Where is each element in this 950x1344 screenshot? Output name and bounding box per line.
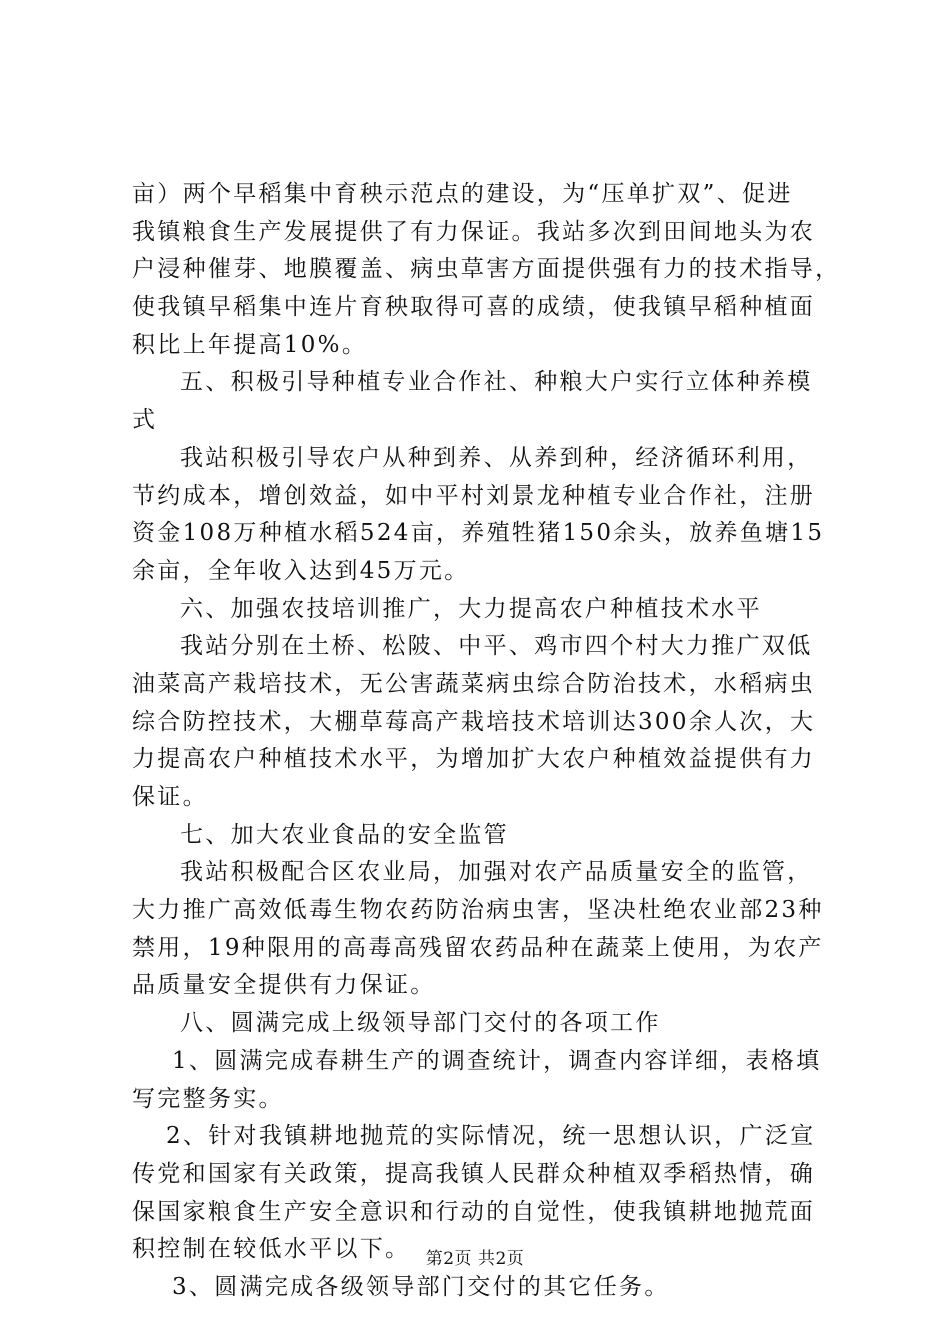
text-line: 资金108万种植水稻524亩，养殖牲猪150余头，放养鱼塘15 [132, 520, 825, 547]
text-line: 油菜高产栽培技术，无公害蔬菜病虫综合防治技术，水稻病虫 [132, 670, 816, 697]
text-line: 禁用，19种限用的高毒高残留农药品种在蔬菜上使用，为农产 [132, 934, 824, 961]
text-line: 综合防控技术，大棚草莓高产栽培技术培训达300余人次，大 [132, 708, 816, 735]
list-item-1: 1、圆满完成春耕生产的调查统计，调查内容详细，表格填 [172, 1047, 822, 1074]
list-item-2: 2、针对我镇耕地抛荒的实际情况，统一思想认识，广泛宣 [166, 1123, 816, 1150]
text-line: 品质量安全提供有力保证。 [132, 972, 436, 999]
section-heading-7: 七、加大农业食品的安全监管 [180, 821, 509, 848]
text-line: 使我镇早稻集中连片育秧取得可喜的成绩，使我镇早稻种植面 [132, 294, 816, 321]
text-line: 保证。 [132, 784, 208, 810]
page-number-footer: 第2页 共2页 [425, 1249, 525, 1269]
text-line: 积比上年提高10%。 [132, 331, 368, 358]
text-line: 写完整务实。 [132, 1085, 284, 1112]
text-line: 我镇粮食生产发展提供了有力保证。我站多次到田间地头为农 [132, 218, 816, 245]
text-line: 亩）两个早稻集中育秧示范点的建设，为“压单扩双”、促进 [132, 181, 793, 207]
document-body [132, 176, 841, 1307]
text-line: 式 [132, 407, 158, 434]
text-line: 力提高农户种植技术水平，为增加扩大农户种植效益提供有力 [132, 746, 816, 773]
paragraph-start: 我站分别在土桥、松陂、中平、鸡市四个村大力推广双低 [180, 633, 813, 660]
text-line: 节约成本，增创效益，如中平村刘景龙种植专业合作社，注册 [132, 482, 816, 509]
paragraph-start: 我站积极引导农户从种到养、从养到种，经济循环利用， [180, 444, 813, 471]
section-heading-8: 八、圆满完成上级领导部门交付的各项工作 [180, 1010, 661, 1037]
text-line: 积控制在较低水平以下。 [132, 1236, 411, 1263]
text-line: 保国家粮食生产安全意识和行动的自觉性，使我镇耕地抛荒面 [132, 1198, 816, 1225]
text-line: 余亩，全年收入达到45万元。 [132, 557, 470, 584]
text-line: 传党和国家有关政策，提高我镇人民群众种植双季稻热情，确 [132, 1160, 816, 1187]
text-line: 户浸种催芽、地膜覆盖、病虫草害方面提供强有力的技术指导， [132, 256, 841, 283]
list-item-3: 3、圆满完成各级领导部门交付的其它任务。 [172, 1273, 670, 1300]
section-heading-5: 五、积极引导种植专业合作社、种粮大户实行立体种养模 [180, 369, 813, 396]
paragraph-start: 我站积极配合区农业局，加强对农产品质量安全的监管， [180, 859, 813, 886]
section-heading-6: 六、加强农技培训推广，大力提高农户种植技术水平 [180, 595, 762, 622]
text-line: 大力推广高效低毒生物农药防治病虫害，坚决杜绝农业部23种 [132, 897, 824, 924]
